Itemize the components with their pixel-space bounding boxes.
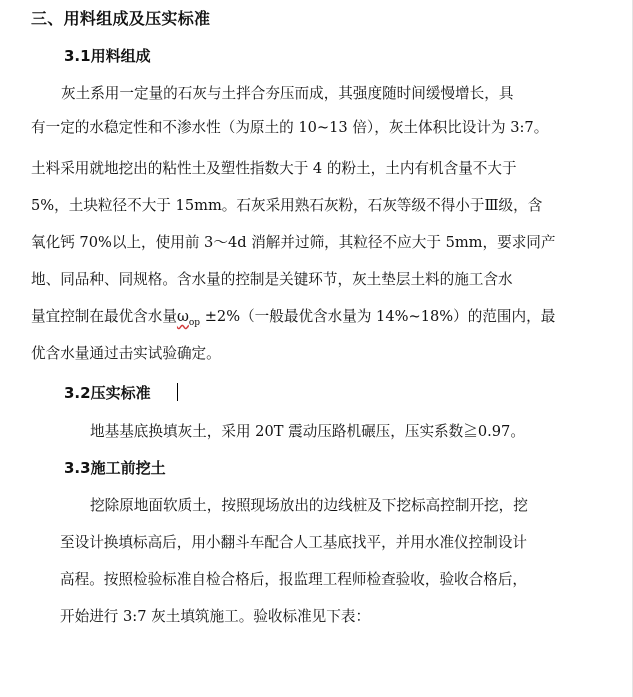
paragraph-line: 灰土系用一定量的石灰与土拌合夯压而成，其强度随时间缓慢增长，具	[61, 85, 514, 102]
paragraph-line: 5%，土块粒径不大于 15mm。石灰采用熟石灰粉，石灰等级不得小于Ⅲ级，含	[31, 197, 543, 214]
paragraph-line: 地、同品种、同规格。含水量的控制是关键环节，灰土垫层土料的施工含水	[31, 271, 513, 288]
paragraph-line: 土料采用就地挖出的粘性土及塑性指数大于 4 的粉土，土内有机含量不大于	[31, 160, 517, 177]
subsection-heading-3-2: 3.2压实标准	[64, 384, 151, 402]
subsection-heading-3-1: 3.1用料组成	[64, 47, 151, 65]
paragraph-line: 氧化钙 70%以上，使用前 3～4d 消解并过筛，其粒径不应大于 5mm，要求同产	[31, 234, 556, 251]
optimum-moisture-symbol	[176, 308, 201, 328]
paragraph-text: ±2%（一般最优含水量为 14%~18%）的范围内，最	[204, 308, 556, 325]
paragraph-text: 量宜控制在最优含水量	[31, 308, 177, 325]
paragraph-line: 优含水量通过击实试验确定。	[31, 345, 221, 362]
text-cursor	[177, 383, 178, 401]
paragraph-line	[31, 307, 555, 333]
paragraph-line: 地基基底换填灰土，采用 20T 震动压路机碾压，压实系数≧0.97。	[90, 423, 525, 440]
section-heading: 三、用料组成及压实标准	[31, 9, 211, 28]
paragraph-line: 有一定的水稳定性和不渗水性（为原土的 10~13 倍），灰土体积比设计为 3:7。	[31, 119, 549, 136]
paragraph-line: 开始进行 3:7 灰土填筑施工。验收标准见下表：	[60, 608, 371, 625]
paragraph-line: 高程。按照检验标准自检合格后，报监理工程师检查验收，验收合格后，	[60, 571, 528, 588]
omega-subscript: op	[188, 317, 201, 328]
omega-symbol: ω	[176, 308, 189, 325]
paragraph-line: 挖除原地面软质土，按照现场放出的边线桩及下挖标高控制开挖，挖	[90, 497, 528, 514]
paragraph-line: 至设计换填标高后，用小翻斗车配合人工基底找平，并用水准仪控制设计	[60, 534, 528, 551]
subsection-heading-3-3: 3.3施工前挖土	[64, 459, 166, 477]
